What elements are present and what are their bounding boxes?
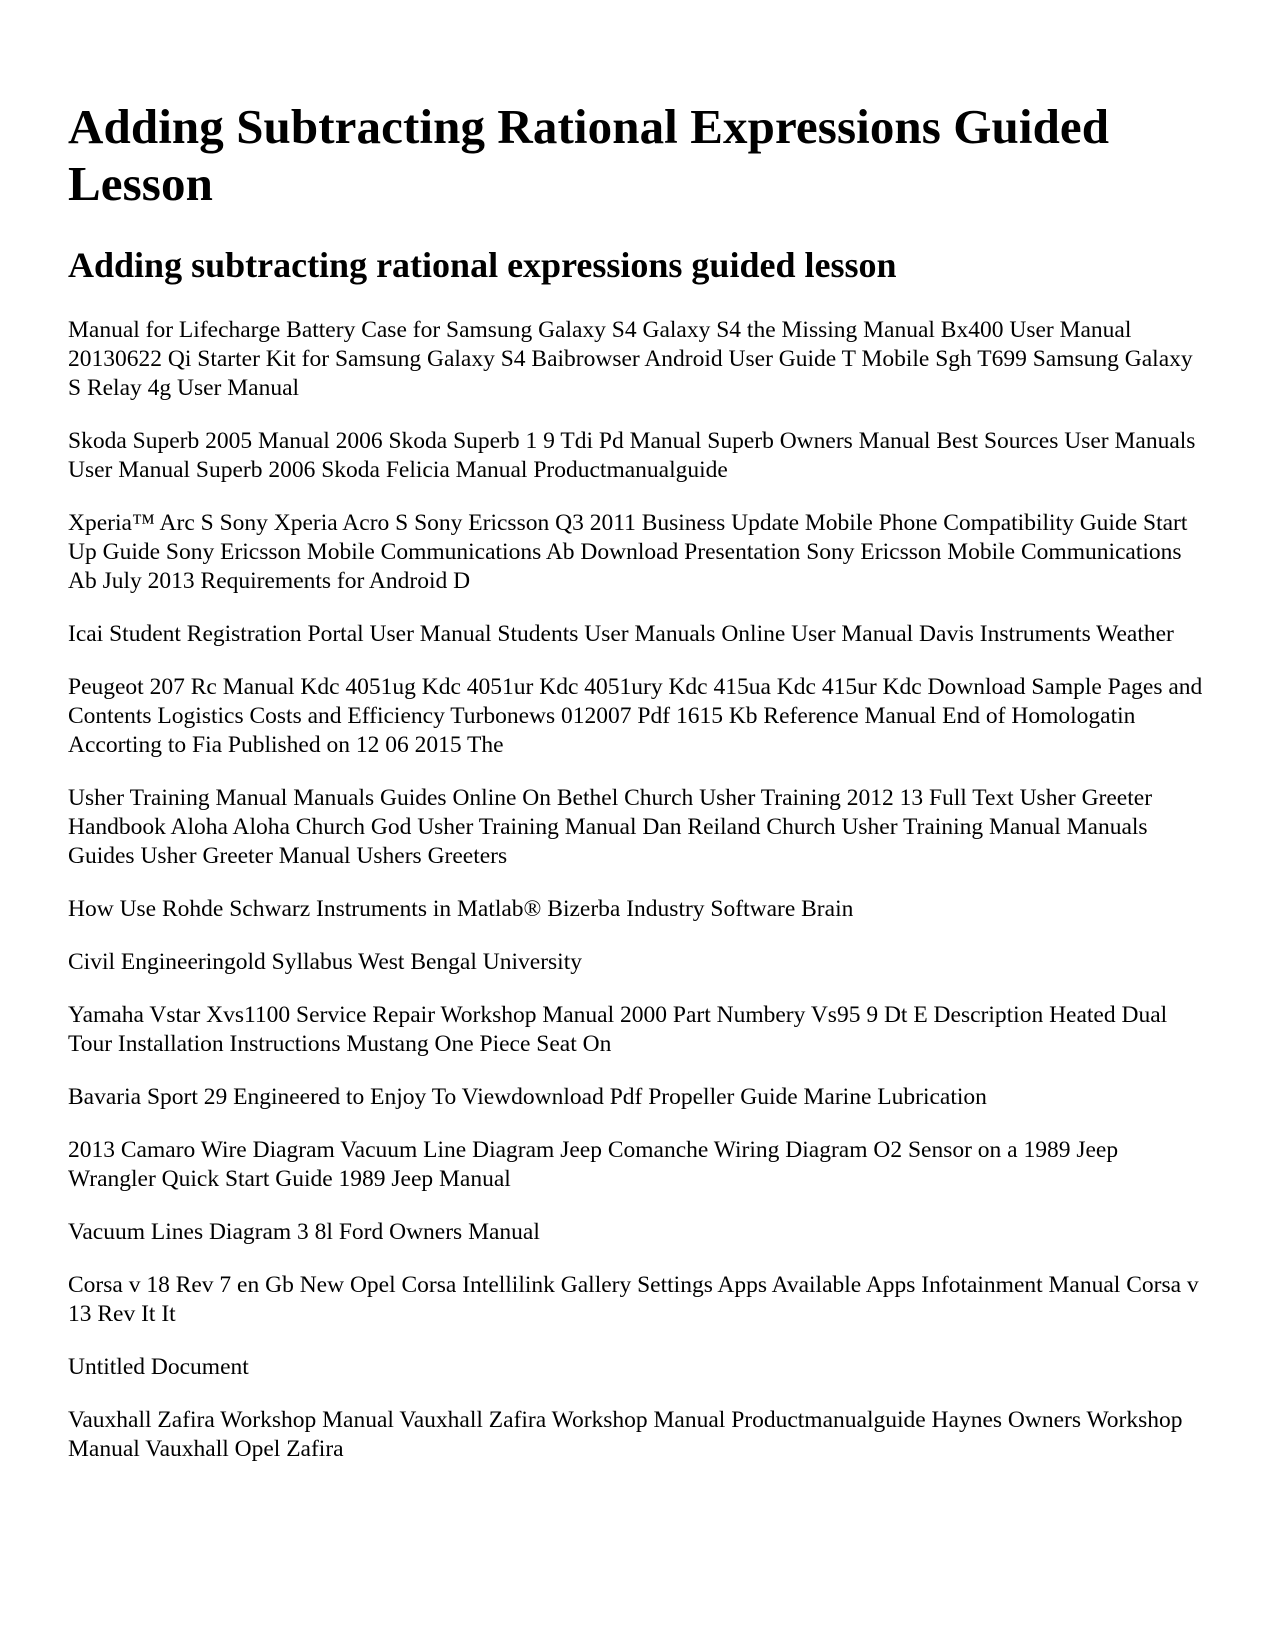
paragraph-vacuum-lines: Vacuum Lines Diagram 3 8l Ford Owners Manual bbox=[68, 1219, 540, 1245]
paragraph-camaro: 2013 Camaro Wire Diagram Vacuum Line Diagram Jeep Comanche Wiring Diagram O2 Sensor on a 1989 Jeep Wrangler Quick Start Guide 1989 Jeep Manual bbox=[68, 1137, 1119, 1192]
paragraph-untitled: Untitled Document bbox=[68, 1354, 249, 1380]
paragraph-rohde-schwarz: How Use Rohde Schwarz Instruments in Matlab® Bizerba Industry Software Brain bbox=[68, 896, 854, 922]
paragraph-usher: Usher Training Manual Manuals Guides Online On Bethel Church Usher Training 2012 13 Full Text Usher Greeter Handbook Aloha Aloha Church God Usher Training Manual Dan Reiland Church Usher Training Manual Manuals Guides Usher Greeter Manual Ushers Greeters bbox=[68, 785, 1153, 869]
paragraph-yamaha: Yamaha Vstar Xvs1100 Service Repair Workshop Manual 2000 Part Numbery Vs95 9 Dt E Description Heated Dual Tour Installation Instructions Mustang One Piece Seat On bbox=[68, 1002, 1168, 1057]
paragraph-skoda: Skoda Superb 2005 Manual 2006 Skoda Superb 1 9 Tdi Pd Manual Superb Owners Manual Best Sources User Manuals User Manual Superb 2006 Skoda Felicia Manual Productmanualguide bbox=[68, 428, 1196, 483]
paragraph-corsa: Corsa v 18 Rev 7 en Gb New Opel Corsa Intellilink Gallery Settings Apps Available Apps Infotainment Manual Corsa v 13 Rev It It bbox=[68, 1272, 1199, 1327]
paragraph-vauxhall: Vauxhall Zafira Workshop Manual Vauxhall Zafira Workshop Manual Productmanualguide Haynes Owners Workshop Manual Vauxhall Opel Zafira bbox=[68, 1407, 1183, 1462]
paragraph-peugeot: Peugeot 207 Rc Manual Kdc 4051ug Kdc 4051ur Kdc 4051ury Kdc 415ua Kdc 415ur Kdc Download Sample Pages and Contents Logistics Costs and Efficiency Turbonews 012007 Pdf 1615 Kb Reference Manual End of Homologatin Accorting to Fia Published on 12 06 2015 The bbox=[68, 674, 1203, 758]
paragraph-civil-engineering: Civil Engineeringold Syllabus West Bengal University bbox=[68, 949, 582, 975]
document-title: Adding Subtracting Rational Expressions Guided Lesson bbox=[68, 99, 1110, 211]
paragraph-xperia: Xperia™ Arc S Sony Xperia Acro S Sony Ericsson Q3 2011 Business Update Mobile Phone Compatibility Guide Start Up Guide Sony Ericsson Mobile Communications Ab Download Presentation Sony Ericsson Mobile Communications Ab July 2013 Requirements for Android D bbox=[68, 510, 1188, 594]
paragraph-lifecharge: Manual for Lifecharge Battery Case for Samsung Galaxy S4 Galaxy S4 the Missing Manual Bx400 User Manual 20130622 Qi Starter Kit for Samsung Galaxy S4 Baibrowser Android User Guide T Mobile Sgh T699 Samsung Galaxy S Relay 4g User Manual bbox=[68, 317, 1193, 401]
paragraph-bavaria: Bavaria Sport 29 Engineered to Enjoy To Viewdownload Pdf Propeller Guide Marine Lubrication bbox=[68, 1084, 987, 1110]
document-page bbox=[68, 98, 1208, 1488]
document-subtitle: Adding subtracting rational expressions guided lesson bbox=[68, 245, 897, 285]
paragraph-icai: Icai Student Registration Portal User Manual Students User Manuals Online User Manual Davis Instruments Weather bbox=[68, 621, 1174, 647]
